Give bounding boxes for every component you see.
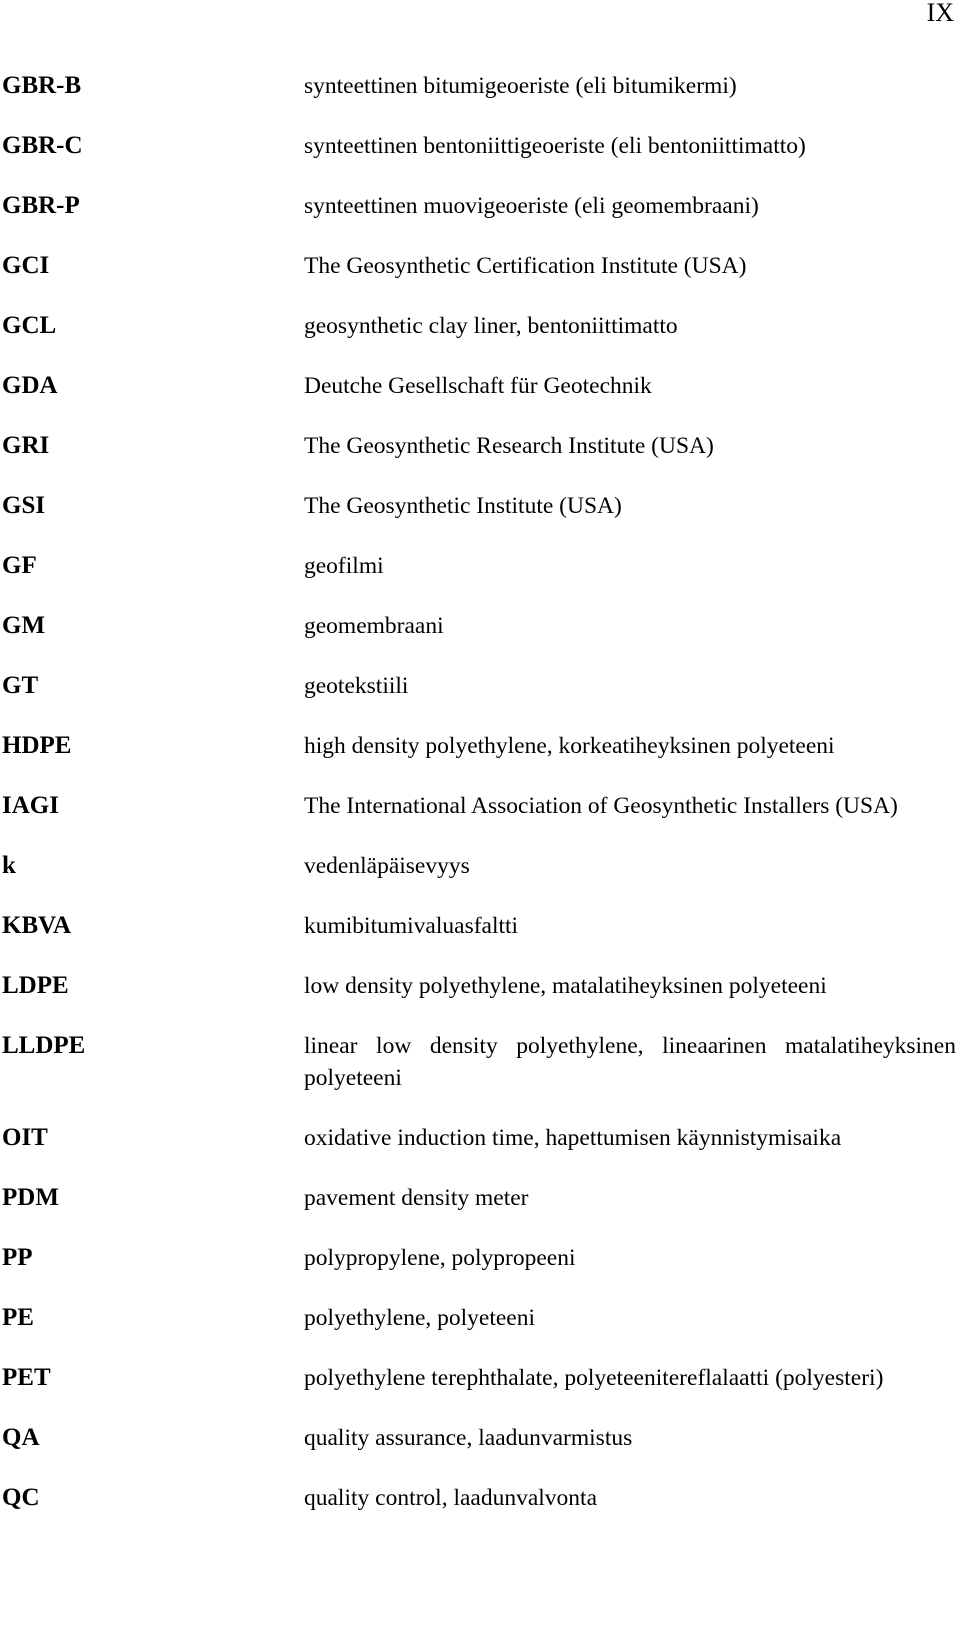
abbreviation: k <box>2 852 16 879</box>
list-item <box>0 610 960 642</box>
definition: The Geosynthetic Institute (USA) <box>304 493 622 519</box>
abbreviation: GRI <box>2 432 50 459</box>
definition: synteettinen bentoniittigeoeriste (eli bentoniittimatto) <box>304 133 806 159</box>
list-item <box>0 850 960 882</box>
list-item <box>0 250 960 282</box>
list-item <box>0 370 960 402</box>
definition: polyethylene, polyeteeni <box>304 1305 536 1331</box>
definition: The Geosynthetic Certification Institute (USA) <box>304 253 747 279</box>
definition: polyethylene terephthalate, polyeteenitereflalaatti (polyesteri) <box>304 1365 884 1391</box>
page-number: IX <box>926 0 954 27</box>
abbreviation: PE <box>2 1304 34 1331</box>
definition: synteettinen bitumigeoeriste (eli bitumikermi) <box>304 73 737 99</box>
definition: high density polyethylene, korkeatiheyksinen polyeteeni <box>304 733 835 759</box>
abbreviation: GBR-B <box>2 72 82 99</box>
definition: Deutche Gesellschaft für Geotechnik <box>304 373 652 399</box>
abbreviation: PET <box>2 1364 51 1391</box>
list-item <box>0 910 960 942</box>
definition: polypropylene, polypropeeni <box>304 1245 576 1271</box>
list-item <box>0 1482 960 1514</box>
abbreviation: GCL <box>2 312 57 339</box>
abbreviation: QA <box>2 1424 40 1451</box>
definition: The Geosynthetic Research Institute (USA) <box>304 433 714 459</box>
abbreviation: GF <box>2 552 37 579</box>
definition: linear low density polyethylene, lineaarinen matalatiheyksinen polyeteeni <box>304 1033 956 1091</box>
abbreviation: GSI <box>2 492 46 519</box>
definition: oxidative induction time, hapettumisen käynnistymisaika <box>304 1125 842 1151</box>
abbreviation: GM <box>2 612 46 639</box>
definition: quality assurance, laadunvarmistus <box>304 1425 633 1451</box>
list-item <box>0 1302 960 1334</box>
definition: The International Association of Geosynthetic Installers (USA) <box>304 793 898 819</box>
list-item <box>0 790 960 822</box>
list-item <box>0 730 960 762</box>
abbreviation: QC <box>2 1484 40 1511</box>
abbreviation: GBR-P <box>2 192 80 219</box>
definition: synteettinen muovigeoeriste (eli geomembraani) <box>304 193 759 219</box>
abbreviation: LDPE <box>2 972 69 999</box>
abbreviation: IAGI <box>2 792 59 819</box>
abbreviation-list <box>0 70 960 1542</box>
abbreviation: KBVA <box>2 912 72 939</box>
definition: geofilmi <box>304 553 384 579</box>
abbreviation: LLDPE <box>2 1032 86 1059</box>
list-item <box>0 430 960 462</box>
list-item <box>0 970 960 1002</box>
abbreviation: GCI <box>2 252 50 279</box>
list-item <box>0 70 960 102</box>
list-item <box>0 670 960 702</box>
definition: geomembraani <box>304 613 444 639</box>
abbreviation: GT <box>2 672 39 699</box>
list-item <box>0 1362 960 1394</box>
list-item <box>0 130 960 162</box>
list-item <box>0 1242 960 1274</box>
list-item <box>0 1122 960 1154</box>
definition: vedenläpäisevyys <box>304 853 470 879</box>
abbreviation: PP <box>2 1244 33 1271</box>
abbreviation: HDPE <box>2 732 72 759</box>
definition: low density polyethylene, matalatiheyksinen polyeteeni <box>304 973 827 999</box>
list-item <box>0 550 960 582</box>
definition: pavement density meter <box>304 1185 529 1211</box>
definition: geotekstiili <box>304 673 409 699</box>
abbreviation: GBR-C <box>2 132 83 159</box>
list-item <box>0 190 960 222</box>
list-item <box>0 490 960 522</box>
abbreviation: PDM <box>2 1184 59 1211</box>
definition: quality control, laadunvalvonta <box>304 1485 598 1511</box>
list-item <box>0 1182 960 1214</box>
abbreviation: GDA <box>2 372 58 399</box>
definition: kumibitumivaluasfaltti <box>304 913 519 939</box>
definition: geosynthetic clay liner, bentoniittimatto <box>304 313 678 339</box>
list-item <box>0 310 960 342</box>
abbreviation: OIT <box>2 1124 48 1151</box>
list-item <box>0 1422 960 1454</box>
list-item <box>0 1030 960 1094</box>
